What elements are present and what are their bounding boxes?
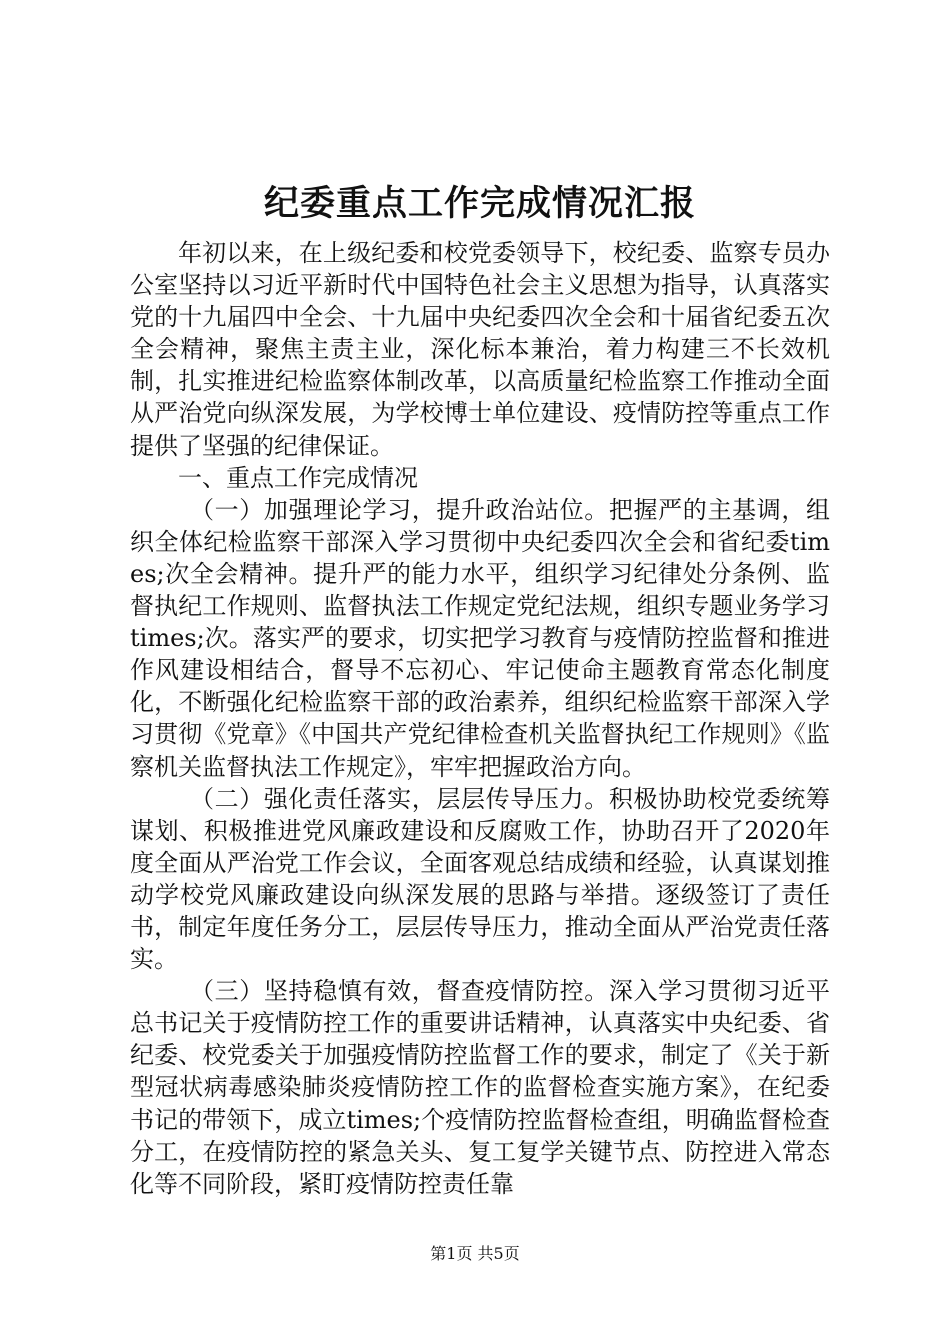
- item-1-paragraph: （一）加强理论学习，提升政治站位。把握严的主基调，组织全体纪检监察干部深入学习贯彻中央纪委四次全会和省纪委times;次全会精神。提升严的能力水平，组织学习纪律处分条例、监督执纪工作规则、监督执法工作规定党纪法规，组织专题业务学习times;次。落实严的要求，切实把学习教育与疫情防控监督和推进作风建设相结合，督导不忘初心、牢记使命主题教育常态化制度化，不断强化纪检监察干部的政治素养，组织纪检监察干部深入学习贯彻《党章》《中国共产党纪律检查机关监督执纪工作规则》《监察机关监督执法工作规定》，牢牢把握政治方向。: [130, 495, 830, 781]
- document-title: 纪委重点工作完成情况汇报: [263, 184, 696, 224]
- item-2-paragraph: （二）强化责任落实，层层传导压力。积极协助校党委统筹谋划、积极推进党风廉政建设和反腐败工作，协助召开了2020年度全面从严治党工作会议，全面客观总结成绩和经验，认真谋划推动学校党风廉政建设向纵深发展的思路与举措。逐级签订了责任书，制定年度任务分工，层层传导压力，推动全面从严治党责任落实。: [130, 784, 830, 974]
- item-3-paragraph: （三）坚持稳慎有效，督查疫情防控。深入学习贯彻习近平总书记关于疫情防控工作的重要讲话精神，认真落实中央纪委、省纪委、校党委关于加强疫情防控监督工作的要求，制定了《关于新型冠状病毒感染肺炎疫情防控工作的监督检查实施方案》，在纪委书记的带领下，成立times;个疫情防控监督检查组，明确监督检查分工，在疫情防控的紧急关头、复工复学关键节点、防控进入常态化等不同阶段，紧盯疫情防控责任靠: [130, 977, 830, 1198]
- section-heading: 一、重点工作完成情况: [178, 463, 418, 492]
- intro-paragraph: 年初以来，在上级纪委和校党委领导下，校纪委、监察专员办公室坚持以习近平新时代中国特色社会主义思想为指导，认真落实党的十九届四中全会、十九届中央纪委四次全会和十届省纪委五次全会精神，聚焦主责主业，深化标本兼治，着力构建三不长效机制，扎实推进纪检监察体制改革，以高质量纪检监察工作推动全面从严治党向纵深发展，为学校博士单位建设、疫情防控等重点工作提供了坚强的纪律保证。: [130, 239, 830, 460]
- document-body: [130, 237, 830, 1200]
- page-number-footer: 第1页 共5页: [430, 1244, 520, 1263]
